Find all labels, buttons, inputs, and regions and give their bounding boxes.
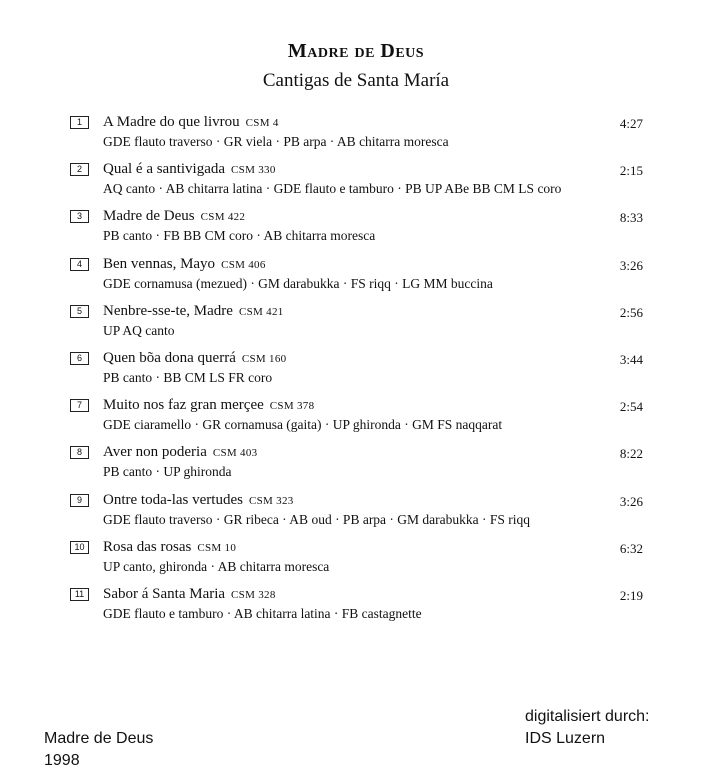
track-row bbox=[0, 539, 712, 586]
track-title-line bbox=[103, 492, 294, 509]
track-duration: 6:32 bbox=[619, 540, 643, 556]
digitization-label: digitalisiert durch: bbox=[525, 708, 650, 725]
track-title-line bbox=[103, 586, 276, 603]
track-instruments: GDE flauto traverso · GR viela · PB arpa · AB chitarra moresca bbox=[103, 134, 449, 149]
track-duration: 2:19 bbox=[619, 587, 643, 603]
track-title: A Madre do que livrou bbox=[103, 114, 240, 130]
source-info bbox=[44, 728, 153, 772]
track-instruments: GDE flauto traverso · GR ribeca · AB oud · PB arpa · GM darabukka · FS riqq bbox=[103, 511, 531, 527]
track-csm: CSM 378 bbox=[269, 400, 315, 413]
track-csm: CSM 4 bbox=[245, 117, 279, 129]
track-row bbox=[0, 303, 712, 350]
track-instruments: GDE cornamusa (mezued) · GM darabukka · FS riqq · LG MM buccina bbox=[103, 275, 493, 291]
track-row bbox=[0, 208, 712, 255]
track-instruments: GDE flauto e tamburo · AB chitarra latina · FB castagnette bbox=[103, 605, 422, 621]
track-title: Muito nos faz gran merçee bbox=[103, 397, 264, 414]
track-number: 1 bbox=[70, 116, 89, 129]
track-list bbox=[0, 114, 712, 633]
track-instruments: PB canto · BB CM LS FR coro bbox=[103, 369, 273, 385]
track-instruments: GDE ciaramello · GR cornamusa (gaita) · UP ghironda · GM FS naqqarat bbox=[103, 417, 503, 433]
track-title-line bbox=[103, 208, 245, 225]
track-title-line bbox=[103, 539, 236, 556]
track-title: Ontre toda-las vertudes bbox=[103, 491, 243, 508]
track-instruments: AQ canto · AB chitarra latina · GDE flauto e tamburo · PB UP ABe BB CM LS coro bbox=[103, 181, 562, 197]
track-number: 7 bbox=[70, 399, 89, 412]
track-number: 8 bbox=[70, 446, 89, 459]
track-csm: CSM 403 bbox=[212, 447, 258, 460]
track-instruments: UP AQ canto bbox=[103, 322, 175, 338]
track-row bbox=[0, 256, 712, 303]
track-number: 2 bbox=[70, 163, 89, 176]
track-title-line bbox=[103, 350, 286, 367]
track-title: Quen bõa dona querrá bbox=[103, 349, 236, 366]
track-csm: CSM 330 bbox=[231, 164, 276, 177]
track-instruments: PB canto · UP ghironda bbox=[103, 464, 232, 480]
track-number: 4 bbox=[70, 258, 89, 271]
track-title: Aver non poderia bbox=[103, 444, 207, 461]
track-csm: CSM 421 bbox=[238, 305, 284, 318]
track-csm: CSM 422 bbox=[200, 211, 246, 224]
track-title: Ben vennas, Mayo bbox=[103, 255, 216, 272]
track-row bbox=[0, 444, 712, 491]
track-number: 10 bbox=[70, 541, 89, 554]
track-duration: 8:22 bbox=[619, 446, 643, 462]
track-title: Rosa das rosas bbox=[103, 538, 192, 555]
track-number: 3 bbox=[70, 210, 89, 223]
track-title: Qual é a santivigada bbox=[103, 161, 226, 178]
track-duration: 3:44 bbox=[619, 351, 643, 367]
track-title-line bbox=[103, 303, 284, 320]
track-number: 6 bbox=[70, 352, 89, 365]
track-instruments: UP canto, ghironda · AB chitarra moresca bbox=[103, 558, 330, 574]
track-number: 11 bbox=[70, 588, 89, 601]
album-title: Madre de Deus bbox=[287, 40, 425, 62]
track-number: 5 bbox=[70, 305, 89, 318]
album-subtitle: Cantigas de Santa María bbox=[262, 70, 450, 91]
track-title: Nenbre-sse-te, Madre bbox=[103, 302, 233, 319]
track-row bbox=[0, 492, 712, 539]
track-row bbox=[0, 350, 712, 397]
track-row bbox=[0, 397, 712, 444]
digitization-credit bbox=[525, 706, 650, 750]
track-csm: CSM 406 bbox=[221, 258, 266, 271]
track-duration: 4:27 bbox=[619, 116, 643, 131]
track-row bbox=[0, 586, 712, 633]
source-title: Madre de Deus bbox=[44, 730, 154, 747]
track-title-line bbox=[103, 444, 257, 461]
track-duration: 3:26 bbox=[619, 257, 643, 273]
track-row bbox=[0, 161, 712, 208]
track-title: Sabor á Santa Maria bbox=[103, 585, 226, 602]
track-title-line bbox=[103, 114, 279, 131]
digitization-institution: IDS Luzern bbox=[525, 730, 606, 747]
track-duration: 2:54 bbox=[619, 399, 643, 415]
track-title-line bbox=[103, 161, 276, 178]
track-title-line bbox=[103, 397, 314, 414]
track-duration: 3:26 bbox=[619, 493, 643, 509]
track-duration: 2:56 bbox=[619, 304, 643, 320]
track-csm: CSM 10 bbox=[197, 541, 237, 554]
source-year: 1998 bbox=[44, 752, 80, 769]
track-title-line bbox=[103, 256, 266, 273]
track-instruments: PB canto · FB BB CM coro · AB chitarra moresca bbox=[103, 228, 376, 244]
track-csm: CSM 328 bbox=[231, 588, 276, 601]
track-csm: CSM 323 bbox=[248, 494, 294, 507]
track-duration: 2:15 bbox=[619, 163, 643, 179]
track-csm: CSM 160 bbox=[241, 352, 287, 365]
track-row bbox=[0, 114, 712, 161]
track-number: 9 bbox=[70, 494, 89, 507]
track-title: Madre de Deus bbox=[103, 208, 195, 225]
track-duration: 8:33 bbox=[619, 210, 643, 226]
